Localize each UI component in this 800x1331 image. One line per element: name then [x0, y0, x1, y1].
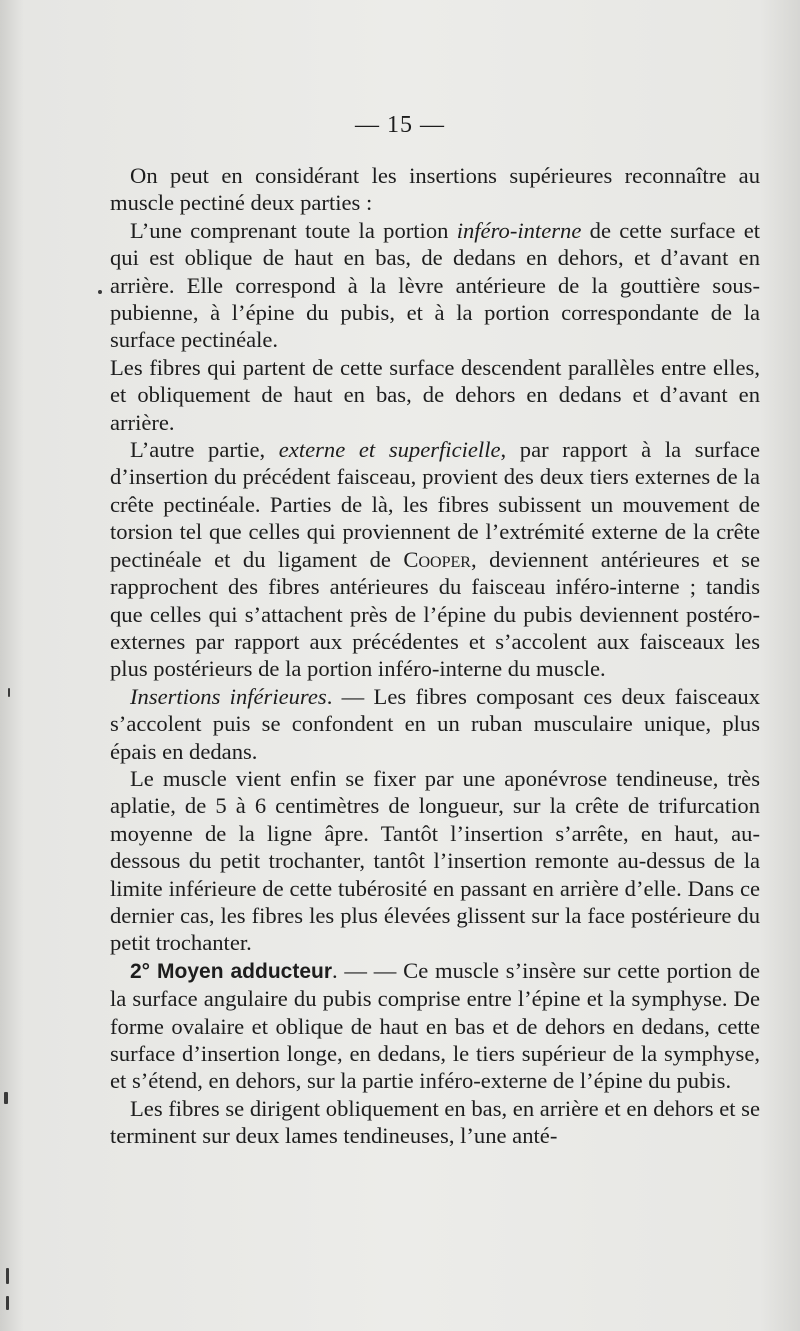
text-segment: On peut en considérant les insertions supérieures reconnaître au muscle pectiné deux parties : — [110, 163, 760, 216]
text-segment: L’autre partie, — [130, 437, 279, 463]
text-segment: inféro-interne — [456, 217, 582, 243]
paragraph-p5 — [110, 683, 760, 765]
text-segment: , deviennent antérieures et se rapprochent des fibres antérieures du faisceau inféro-interne ; tandis que celles qui s’attachent près de l’épine du pubis deviennent postéro-externes par rapport aux précédentes et s’accolent aux faisceaux les plus postérieurs de la portion inféro-interne du muscle. — [110, 546, 761, 682]
text-segment: Les fibres qui partent de cette surface descendent parallèles entre elles, et obliquement de haut en bas, de dehors en dedans et d’avant en arrière. — [110, 354, 760, 435]
text-segment: Insertions inférieures — [130, 683, 327, 709]
paragraph-p4 — [110, 436, 760, 683]
paragraph-p3 — [110, 354, 760, 436]
text-segment: . — Les fibres composant ces deux faisceaux s’accolent puis se confondent en un ruban musculaire unique, plus épais en dedans. — [110, 683, 760, 764]
paragraph-p1 — [110, 162, 760, 217]
text-segment: de cette surface et qui est oblique de haut en bas, de dedans en dehors, et d’avant en arrière. Elle correspond à la lèvre antérieure de la gouttière sous-pubienne, à l’épine du pubis, et à la portion correspondante de la surface pectinéale. — [110, 217, 760, 353]
text-segment: externe et superficielle — [278, 437, 501, 463]
text-segment: Cooper — [403, 546, 471, 572]
text-segment: , par rapport à la surface d’insertion du précédent faisceau, provient des deux tiers externes de la crête pectinéale. Parties de là, les fibres subissent un mouvement de torsion tel que celles qui proviennent de l’extrémité externe de la crête pectinéale et du ligament de — [110, 437, 760, 572]
paragraph-p6 — [110, 765, 760, 957]
scan-mark — [98, 290, 102, 294]
page-number: — 15 — — [355, 112, 445, 138]
text-segment: Le muscle vient enfin se fixer par une aponévrose tendineuse, très aplatie, de 5 à 6 centimètres de longueur, sur la crête de trifurcation moyenne de la ligne âpre. Tantôt l’insertion s’arrête, en haut, au-dessous du petit trochanter, tantôt l’insertion remonte au-dessus de la limite inférieure de cette tubérosité en passant en arrière d’elle. Dans ce dernier cas, les fibres les plus élevées glissent sur la face postérieure du petit trochanter. — [110, 765, 760, 956]
scan-mark — [6, 1268, 9, 1284]
text-segment: . — — Ce muscle s’insère sur cette portion de la surface angulaire du pubis comprise entre l’épine et la symphyse. De forme ovalaire et oblique de haut en bas et de dehors en dedans, cette surface d’insertion longe, en dedans, le tiers supérieur de la symphyse, et s’étend, en dehors, sur la partie inféro-externe de l’épine du pubis. — [110, 957, 760, 1094]
paragraph-p2 — [110, 217, 760, 354]
paragraph-p8 — [110, 1095, 760, 1150]
text-segment: L’une comprenant toute la portion — [130, 217, 457, 243]
text-segment: Les fibres se dirigent obliquement en bas, en arrière et en dehors et se terminent sur deux lames tendineuses, l’une anté- — [110, 1095, 760, 1149]
text-segment: 2° Moyen adducteur — [130, 959, 333, 983]
scan-mark — [8, 688, 10, 697]
body-text — [110, 162, 760, 1150]
paragraph-p7 — [110, 957, 760, 1095]
scan-mark — [4, 1092, 8, 1104]
scan-mark — [6, 1296, 9, 1310]
